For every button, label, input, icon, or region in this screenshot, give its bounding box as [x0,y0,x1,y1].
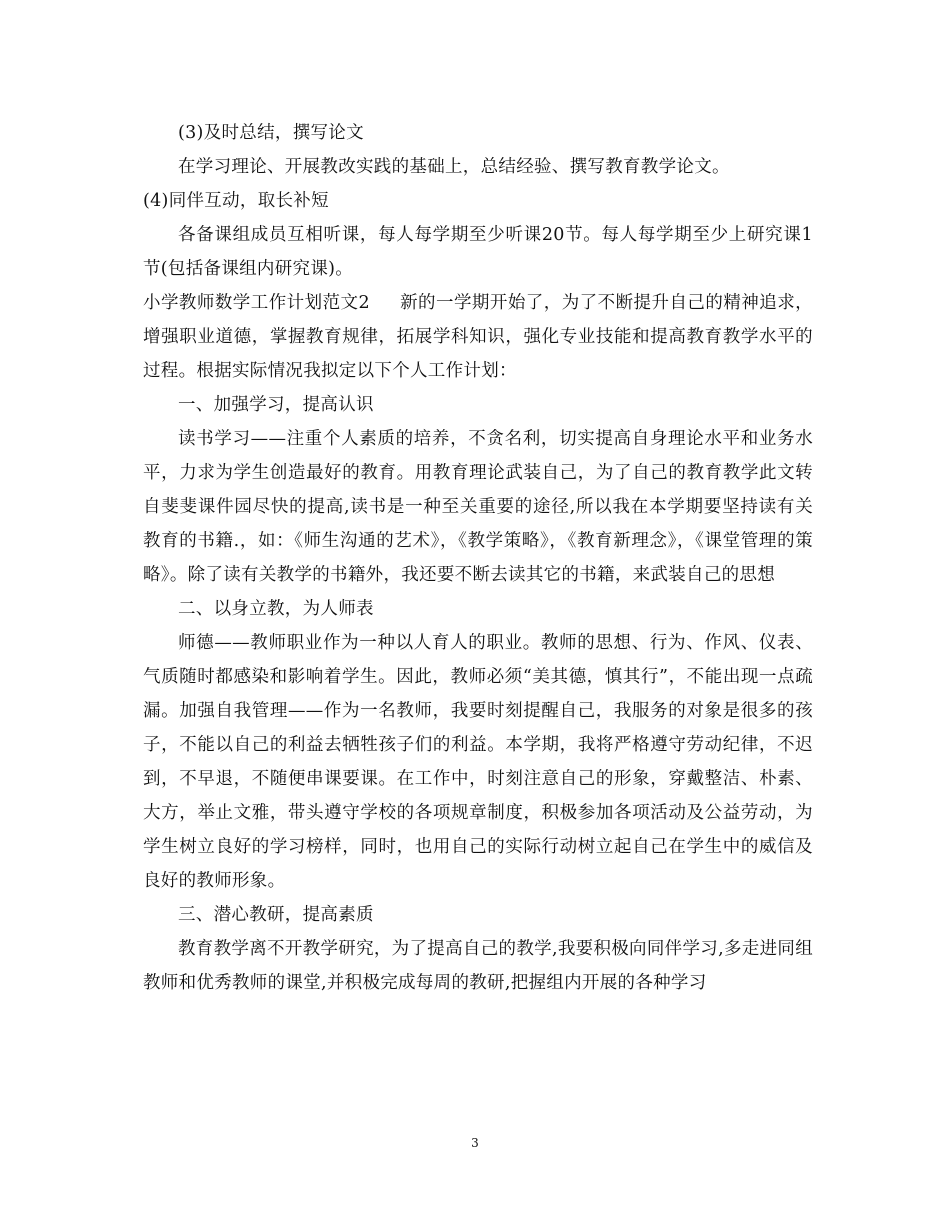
paragraph-lesson-observation: 各备课组成员互相听课，每人每学期至少听课20节。每人每学期至少上研究课1节(包括备课组内研究课)。 [143,225,813,279]
paragraph-teacher-ethics: 师德——教师职业作为一种以人育人的职业。教师的思想、行为、作风、仪表、气质随时都感染和影响着学生。因此，教师必须“美其德，慎其行”，不能出现一点疏漏。加强自我管理——作为一名教师，我要时刻提醒自己，我服务的对象是很多的孩子，不能以自己的利益去牺牲孩子们的利益。本学期，我将严格遵守劳动纪律，不迟到，不早退，不随便串课要课。在工作中，时刻注意自己的形象，穿戴整洁、朴素、大方，举止文雅，带头遵守学校的各项规章制度，积极参加各项活动及公益劳动，为学生树立良好的学习榜样，同时，也用自己的实际行动树立起自己在学生中的威信及良好的教师形象。 [143,633,813,891]
heading-teach-by-example: 二、以身立教，为人师表 [178,599,374,619]
subheading-summarize-write: (3)及时总结，撰写论文 [178,123,364,143]
heading-strengthen-learning: 一、加强学习，提高认识 [178,395,374,415]
subheading-peer-interaction: (4)同伴互动，取长补短 [143,191,329,211]
page-number: 3 [471,1136,479,1150]
document-body [143,116,813,1000]
heading-teaching-research: 三、潜心教研，提高素质 [178,905,374,925]
paragraph-write-papers: 在学习理论、开展教改实践的基础上，总结经验、撰写教育教学论文。 [178,157,730,177]
paragraph-teaching-research: 教育教学离不开教学研究，为了提高自己的教学,我要积极向同伴学习,多走进同组教师和优秀教师的课堂,并积极完成每周的教研,把握组内开展的各种学习 [143,939,813,993]
paragraph-plan-intro [143,286,813,388]
paragraph-plan-intro-text: 新的一学期开始了，为了不断提升自己的精神追求，增强职业道德，掌握教育规律，拓展学科知识，强化专业技能和提高教育教学水平的过程。根据实际情况我拟定以下个人工作计划： [143,293,813,381]
section-title-work-plan: 小学教师数学工作计划范文2 [143,293,370,313]
paragraph-reading-study: 读书学习——注重个人素质的培养，不贪名利，切实提高自身理论水平和业务水平，力求为学生创造最好的教育。用教育理论武装自己，为了自己的教育教学此文转自斐斐课件园尽快的提高,读书是一种至关重要的途径,所以我在本学期要坚持读有关教育的书籍.，如：《师生沟通的艺术》，《教学策略》，《教育新理念》，《课堂管理的策略》。除了读有关教学的书籍外，我还要不断去读其它的书籍，来武装自己的思想 [143,429,813,585]
